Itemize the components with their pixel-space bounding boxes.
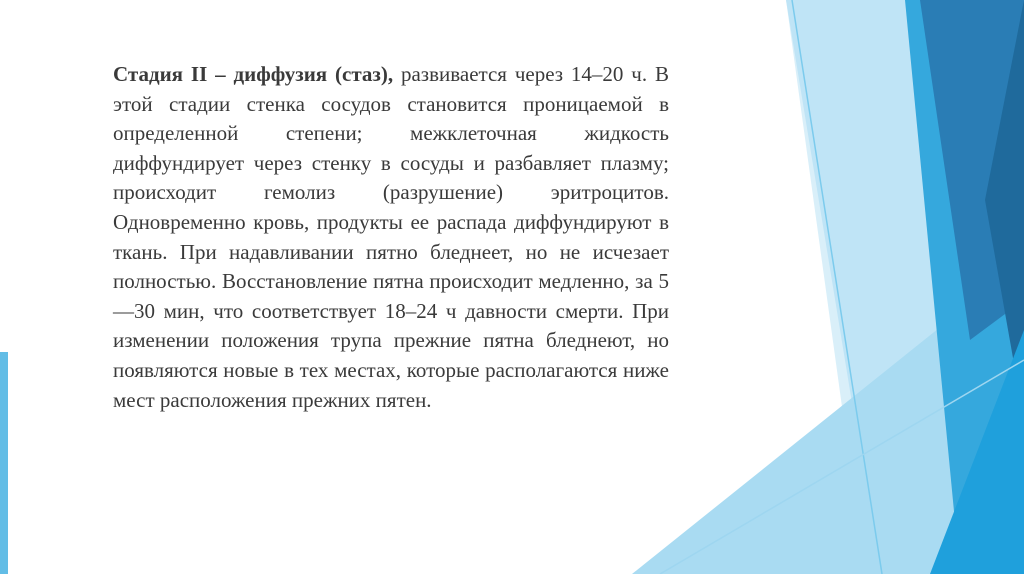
stage-heading: Стадия II – диффузия (стаз), bbox=[113, 62, 394, 86]
left-accent-strip bbox=[0, 352, 8, 574]
slide-text bbox=[113, 60, 669, 415]
paragraph bbox=[113, 60, 669, 415]
stage-description: развивается через 14–20 ч. В этой стадии стенка сосудов становится проницаемой в определенной степени; межклеточная жидкость диффундирует через стенку в сосуды и разбавляет плазму; происходит гемолиз (разрушение) эритроцитов. Одновременно кровь, продукты ее распада диффундируют в ткань. При надавливании пятно бледнеет, но не исчезает полностью. Восстановление пятна происходит медленно, за 5—30 мин, что соответствует 18–24 ч давности смерти. При изменении положения трупа прежние пятна бледнеют, но появляются новые в тех местах, которые располагаются ниже мест расположения прежних пятен. bbox=[113, 62, 669, 412]
